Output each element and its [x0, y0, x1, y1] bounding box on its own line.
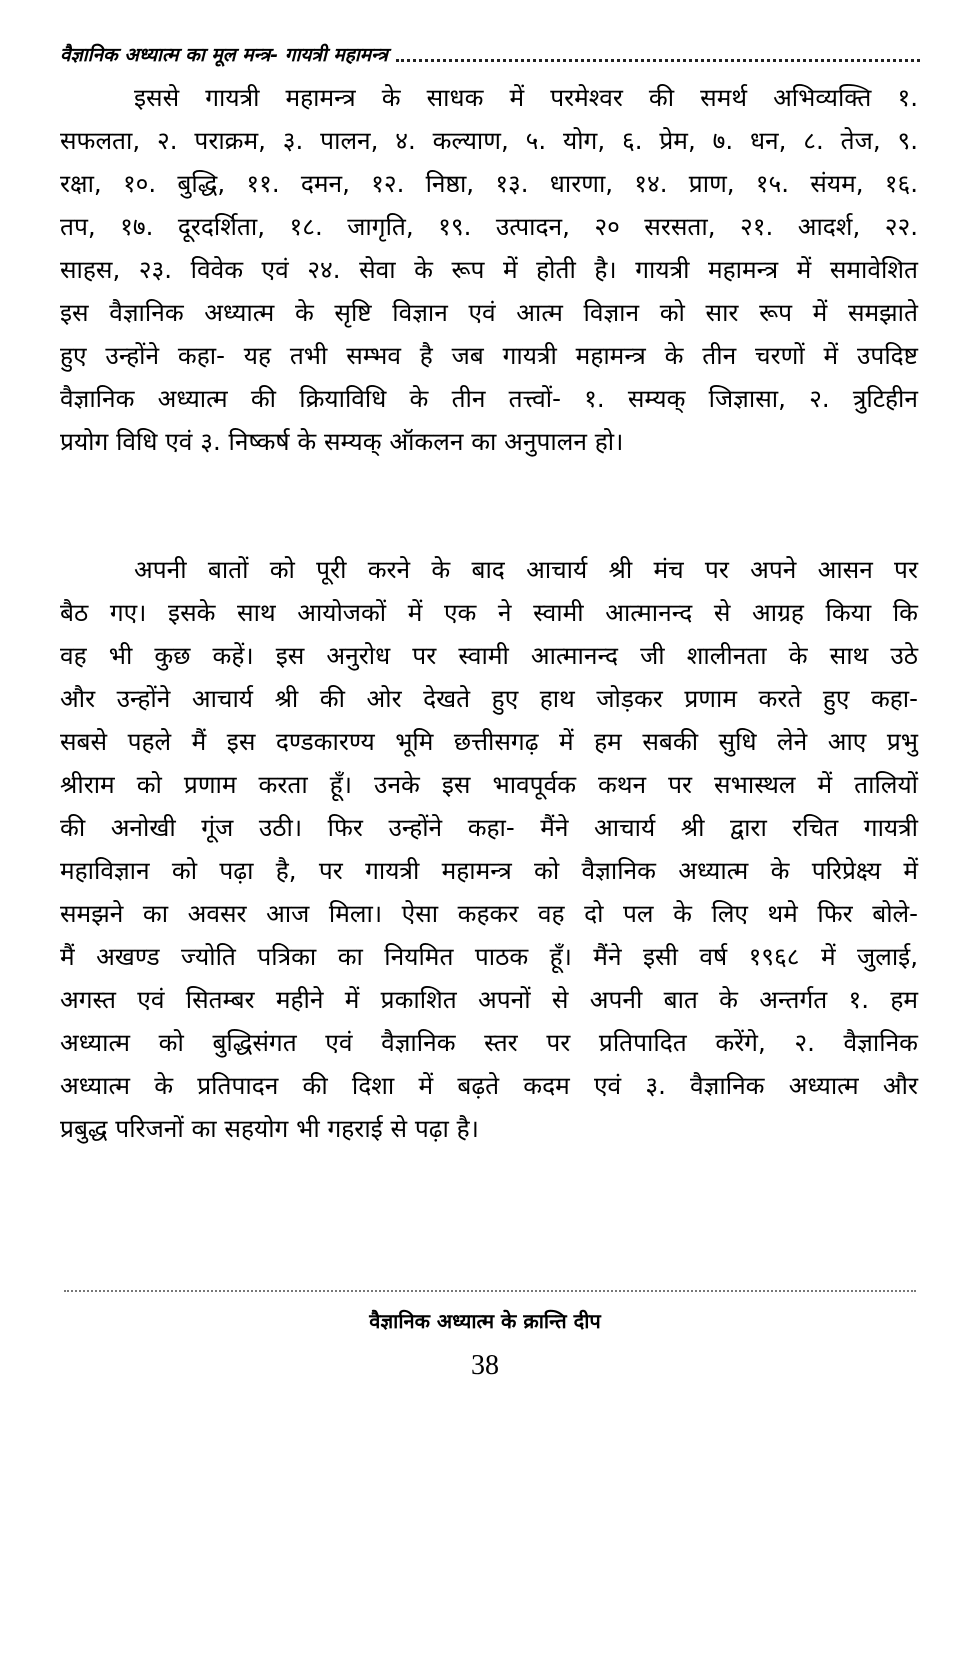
text-line: महाविज्ञान को पढ़ा है, पर गायत्री महामन्त्र को वैज्ञानिक अध्यात्म के परिप्रेक्ष्य में	[60, 856, 918, 885]
text-line: सफलता, २. पराक्रम, ३. पालन, ४. कल्याण, ५. योग, ६. प्रेम, ७. धन, ८. तेज, ९.	[60, 126, 918, 155]
text-line: बैठ गए। इसके साथ आयोजकों में एक ने स्वामी आत्मानन्द से आग्रह किया कि	[60, 598, 918, 627]
running-header-title: वैज्ञानिक अध्यात्म का मूल मन्त्र- गायत्री महामन्त्र	[60, 44, 388, 66]
text-line: साहस, २३. विवेक एवं २४. सेवा के रूप में होती है। गायत्री महामन्त्र में समावेशित	[60, 255, 918, 284]
text-line: और उन्होंने आचार्य श्री की ओर देखते हुए हाथ जोड़कर प्रणाम करते हुए कहा-	[60, 684, 918, 713]
text-line: अपनी बातों को पूरी करने के बाद आचार्य श्री मंच पर अपने आसन पर	[134, 555, 918, 584]
text-line: हुए उन्होंने कहा- यह तभी सम्भव है जब गायत्री महामन्त्र के तीन चरणों में उपदिष्ट	[60, 341, 918, 370]
text-line: तप, १७. दूरदर्शिता, १८. जागृति, १९. उत्पादन, २० सरसता, २१. आदर्श, २२.	[60, 212, 918, 241]
text-line: सबसे पहले मैं इस दण्डकारण्य भूमि छत्तीसगढ़ में हम सबकी सुधि लेने आए प्रभु	[60, 727, 918, 756]
text-line: रक्षा, १०. बुद्धि, ११. दमन, १२. निष्ठा, १३. धारणा, १४. प्राण, १५. संयम, १६.	[60, 169, 918, 198]
text-line: मैं अखण्ड ज्योति पत्रिका का नियमित पाठक हूँ। मैंने इसी वर्ष १९६८ में जुलाई,	[60, 942, 918, 971]
text-line: की अनोखी गूंज उठी। फिर उन्होंने कहा- मैंने आचार्य श्री द्वारा रचित गायत्री	[60, 813, 918, 842]
running-header	[60, 38, 920, 68]
text-line: प्रयोग विधि एवं ३. निष्कर्ष के सम्यक् ऑकलन का अनुपालन हो।	[60, 427, 624, 456]
text-line: समझने का अवसर आज मिला। ऐसा कहकर वह दो पल के लिए थमे फिर बोले-	[60, 899, 918, 928]
text-line: अध्यात्म को बुद्धिसंगत एवं वैज्ञानिक स्तर पर प्रतिपादित करेंगे, २. वैज्ञानिक	[60, 1028, 918, 1057]
text-line: इससे गायत्री महामन्त्र के साधक में परमेश्वर की समर्थ अभिव्यक्ति १.	[134, 83, 918, 112]
text-line: अगस्त एवं सितम्बर महीने में प्रकाशित अपनों से अपनी बात के अन्तर्गत १. हम	[60, 985, 918, 1014]
paragraph-1	[60, 76, 918, 463]
footer-book-title: वैज्ञानिक अध्यात्म के क्रान्ति दीप	[369, 1309, 601, 1333]
text-line: प्रबुद्ध परिजनों का सहयोग भी गहराई से पढ़ा है।	[60, 1114, 479, 1143]
text-line: वैज्ञानिक अध्यात्म की क्रियाविधि के तीन तत्त्वों- १. सम्यक् जिज्ञासा, २. त्रुटिहीन	[60, 384, 918, 413]
text-line: अध्यात्म के प्रतिपादन की दिशा में बढ़ते कदम एवं ३. वैज्ञानिक अध्यात्म और	[60, 1071, 918, 1100]
footer-dotted-rule	[64, 1290, 916, 1292]
text-line: वह भी कुछ कहें। इस अनुरोध पर स्वामी आत्मानन्द जी शालीनता के साथ उठे	[60, 641, 918, 670]
text-line: इस वैज्ञानिक अध्यात्म के सृष्टि विज्ञान एवं आत्म विज्ञान को सार रूप में समझाते	[60, 298, 918, 327]
page-number: 38	[471, 1350, 499, 1381]
text-line: श्रीराम को प्रणाम करता हूँ। उनके इस भावपूर्वक कथन पर सभास्थल में तालियों	[60, 770, 918, 799]
running-header-dot-leader	[396, 59, 920, 62]
paragraph-2	[60, 548, 918, 1150]
